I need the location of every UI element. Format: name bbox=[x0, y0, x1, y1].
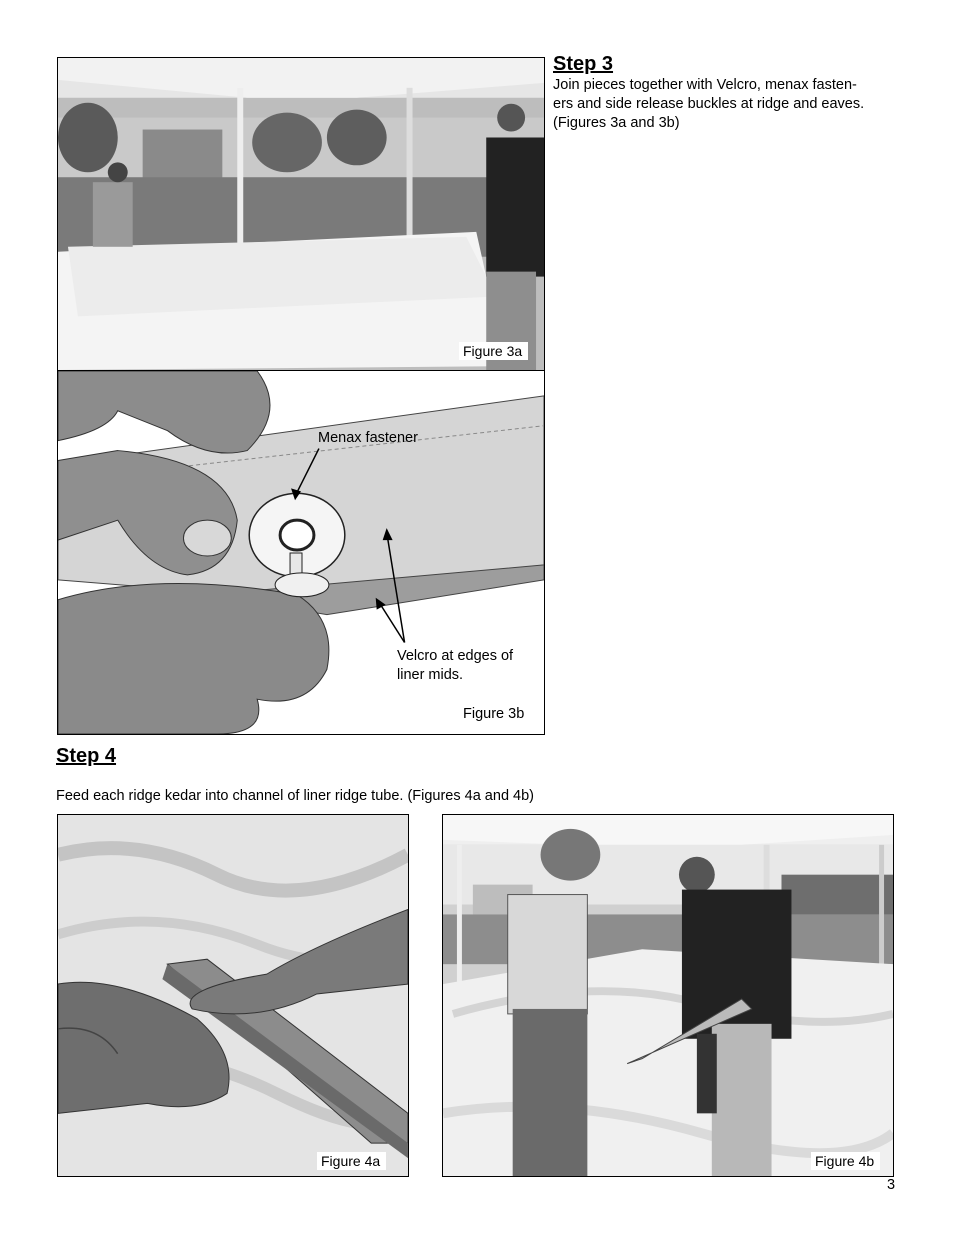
step-3-title: Step 3 bbox=[553, 53, 614, 75]
step-3-line-2: ers and side release buckles at ridge and eaves. bbox=[553, 96, 865, 112]
figure-4b-caption: Figure 4b bbox=[811, 1152, 880, 1170]
step-4-text: Feed each ridge kedar into channel of liner ridge tube. (Figures 4a and 4b) bbox=[56, 788, 534, 804]
figure-3a-photo bbox=[57, 57, 545, 371]
figure-4a-image bbox=[58, 815, 408, 1176]
menax-fastener-label: Menax fastener bbox=[318, 430, 418, 446]
velcro-label-line1: Velcro at edges of bbox=[397, 648, 514, 664]
figure-3a-caption: Figure 3a bbox=[459, 342, 528, 360]
figure-4a-caption: Figure 4a bbox=[317, 1152, 386, 1170]
figure-4b-photo bbox=[442, 814, 894, 1177]
step-3-line-1: Join pieces together with Velcro, menax fasten- bbox=[553, 77, 857, 93]
step-4-title: Step 4 bbox=[56, 745, 117, 767]
figure-3b-image bbox=[58, 371, 544, 734]
figure-4b-image bbox=[443, 815, 893, 1176]
figure-3b-caption: Figure 3b bbox=[463, 706, 525, 722]
figure-3b-illustration bbox=[57, 370, 545, 735]
figure-3a-image bbox=[58, 58, 544, 370]
velcro-label-line2: liner mids. bbox=[397, 667, 464, 683]
step-3-line-3: (Figures 3a and 3b) bbox=[553, 115, 680, 131]
page-number: 3 bbox=[887, 1177, 896, 1193]
figure-4a-photo bbox=[57, 814, 409, 1177]
